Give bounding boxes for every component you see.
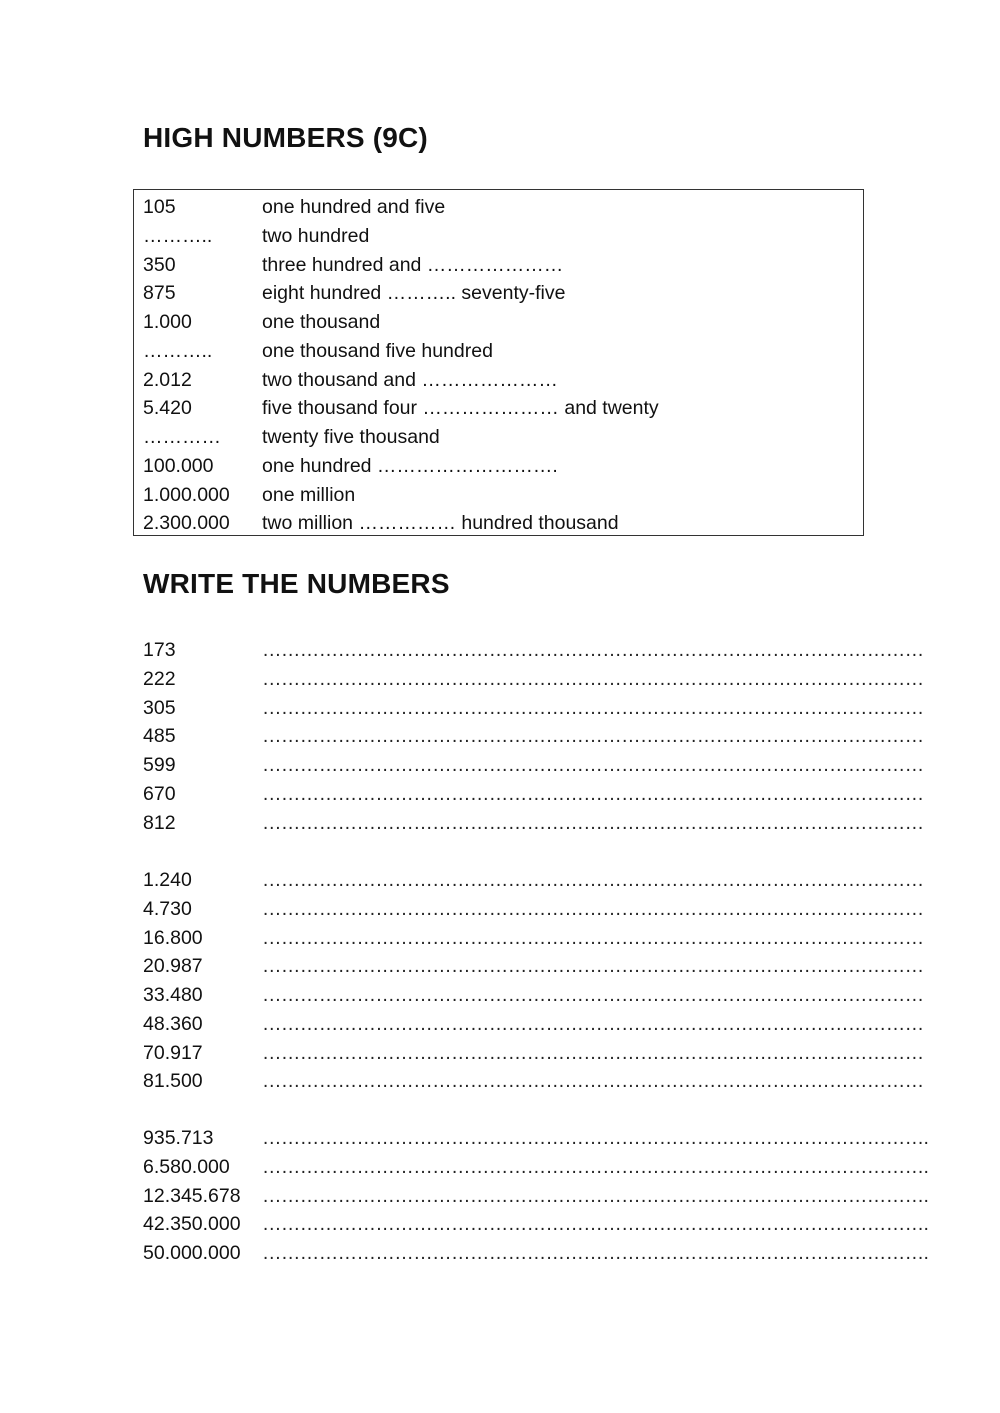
- exercise-row: [143, 780, 924, 809]
- exercise-row: [143, 924, 924, 953]
- answer-blank[interactable]: ……………………………………………………………………………………………: [262, 1012, 924, 1035]
- exercise-number: 485: [143, 725, 176, 748]
- exercise-row: [143, 895, 924, 924]
- reference-row: [143, 366, 659, 395]
- exercise-number: 50.000.000: [143, 1242, 241, 1264]
- reference-words: five thousand four ………………… and twenty: [262, 397, 659, 420]
- exercise-number: 812: [143, 811, 176, 834]
- exercise-row: [143, 1124, 928, 1153]
- exercise-row: [143, 1153, 928, 1182]
- exercise-row: [143, 1010, 924, 1039]
- reference-words: one thousand five hundred: [262, 339, 493, 362]
- exercise-number: 222: [143, 667, 176, 690]
- reference-number: 1.000: [143, 311, 192, 333]
- exercise-group-millions: [143, 1124, 928, 1268]
- exercise-number: 6.580.000: [143, 1155, 230, 1178]
- answer-blank[interactable]: …………………………………………………………………………………………….: [262, 1213, 929, 1236]
- exercise-row: [143, 866, 924, 895]
- reference-row: [143, 337, 659, 366]
- reference-row: [143, 222, 659, 251]
- answer-blank[interactable]: ……………………………………………………………………………………………: [262, 926, 924, 949]
- reference-row: [143, 452, 659, 481]
- exercise-row: [143, 1239, 928, 1268]
- exercise-row: [143, 952, 924, 981]
- reference-number: 5.420: [143, 397, 192, 420]
- exercise-row: [143, 1210, 928, 1239]
- exercise-number: 12.345.678: [143, 1184, 241, 1207]
- exercise-group-thousands: [143, 866, 924, 1096]
- answer-blank[interactable]: …………………………………………………………………………………………….: [262, 1127, 929, 1149]
- exercise-number: 42.350.000: [143, 1213, 241, 1236]
- exercise-row: [143, 636, 924, 665]
- reference-words: two hundred: [262, 224, 370, 247]
- reference-number: 105: [143, 196, 176, 218]
- reference-number: 350: [143, 253, 176, 276]
- exercise-row: [143, 694, 924, 723]
- exercise-number: 4.730: [143, 897, 192, 920]
- answer-blank[interactable]: ……………………………………………………………………………………………: [262, 667, 924, 690]
- exercise-row: [143, 722, 924, 751]
- answer-blank[interactable]: ……………………………………………………………………………………………: [262, 897, 924, 920]
- exercise-number: 33.480: [143, 984, 203, 1006]
- reference-list: [143, 193, 659, 538]
- exercise-row: [143, 981, 924, 1010]
- reference-number: 100.000: [143, 454, 214, 477]
- reference-row: [143, 193, 659, 222]
- reference-row: [143, 481, 659, 510]
- reference-table-box: [133, 189, 864, 536]
- answer-blank[interactable]: …………………………………………………………………………………………….: [262, 1155, 929, 1178]
- exercise-row: [143, 1182, 928, 1211]
- answer-blank[interactable]: ……………………………………………………………………………………………: [262, 725, 924, 748]
- reference-words: one million: [262, 483, 356, 506]
- answer-blank[interactable]: ……………………………………………………………………………………………: [262, 639, 924, 661]
- answer-blank[interactable]: ……………………………………………………………………………………………: [262, 782, 924, 805]
- exercise-number: 670: [143, 782, 176, 805]
- answer-blank[interactable]: ……………………………………………………………………………………………: [262, 984, 924, 1006]
- exercise-row: [143, 809, 924, 838]
- answer-blank[interactable]: ……………………………………………………………………………………………: [262, 1070, 924, 1093]
- reference-words: twenty five thousand: [262, 426, 440, 448]
- reference-row: [143, 509, 659, 538]
- reference-words: one hundred ……………………….: [262, 454, 558, 477]
- answer-blank[interactable]: ……………………………………………………………………………………………: [262, 1041, 924, 1064]
- exercise-row: [143, 1039, 924, 1068]
- reference-number: 875: [143, 282, 176, 305]
- reference-row: [143, 279, 659, 308]
- reference-row: [143, 394, 659, 423]
- exercise-number: 173: [143, 639, 176, 661]
- reference-number: ………..: [143, 224, 213, 247]
- exercise-number: 48.360: [143, 1012, 203, 1035]
- reference-row: [143, 423, 659, 452]
- answer-blank[interactable]: ……………………………………………………………………………………………: [262, 754, 924, 776]
- exercise-group-hundreds: [143, 636, 924, 837]
- exercise-row: [143, 665, 924, 694]
- reference-number: 1.000.000: [143, 483, 230, 506]
- exercise-row: [143, 1067, 924, 1096]
- exercise-number: 70.917: [143, 1041, 203, 1064]
- reference-number: 2.300.000: [143, 512, 230, 535]
- exercise-number: 1.240: [143, 869, 192, 891]
- exercise-row: [143, 751, 924, 780]
- reference-number: 2.012: [143, 368, 192, 391]
- reference-number: ………..: [143, 339, 213, 362]
- exercise-number: 16.800: [143, 926, 203, 949]
- reference-row: [143, 308, 659, 337]
- answer-blank[interactable]: …………………………………………………………………………………………….: [262, 1184, 929, 1207]
- reference-words: one thousand: [262, 311, 381, 333]
- section-title-high-numbers: HIGH NUMBERS (9C): [143, 122, 428, 153]
- exercise-number: 935.713: [143, 1127, 214, 1149]
- exercise-number: 305: [143, 696, 176, 719]
- reference-words: three hundred and …………………: [262, 253, 564, 276]
- answer-blank[interactable]: ……………………………………………………………………………………………: [262, 696, 924, 719]
- answer-blank[interactable]: ……………………………………………………………………………………………: [262, 869, 924, 891]
- answer-blank[interactable]: …………………………………………………………………………………………….: [262, 1242, 929, 1264]
- answer-blank[interactable]: ……………………………………………………………………………………………: [262, 955, 924, 978]
- reference-words: two thousand and …………………: [262, 368, 558, 391]
- reference-words: one hundred and five: [262, 196, 446, 218]
- exercise-number: 20.987: [143, 955, 203, 978]
- answer-blank[interactable]: ……………………………………………………………………………………………: [262, 811, 924, 834]
- section-title-write-numbers: WRITE THE NUMBERS: [143, 568, 450, 599]
- exercise-number: 81.500: [143, 1070, 203, 1093]
- reference-row: [143, 251, 659, 280]
- reference-words: eight hundred ……….. seventy-five: [262, 282, 566, 305]
- reference-words: two million …………… hundred thousand: [262, 512, 619, 535]
- reference-number: …………: [143, 426, 221, 448]
- exercise-number: 599: [143, 754, 176, 776]
